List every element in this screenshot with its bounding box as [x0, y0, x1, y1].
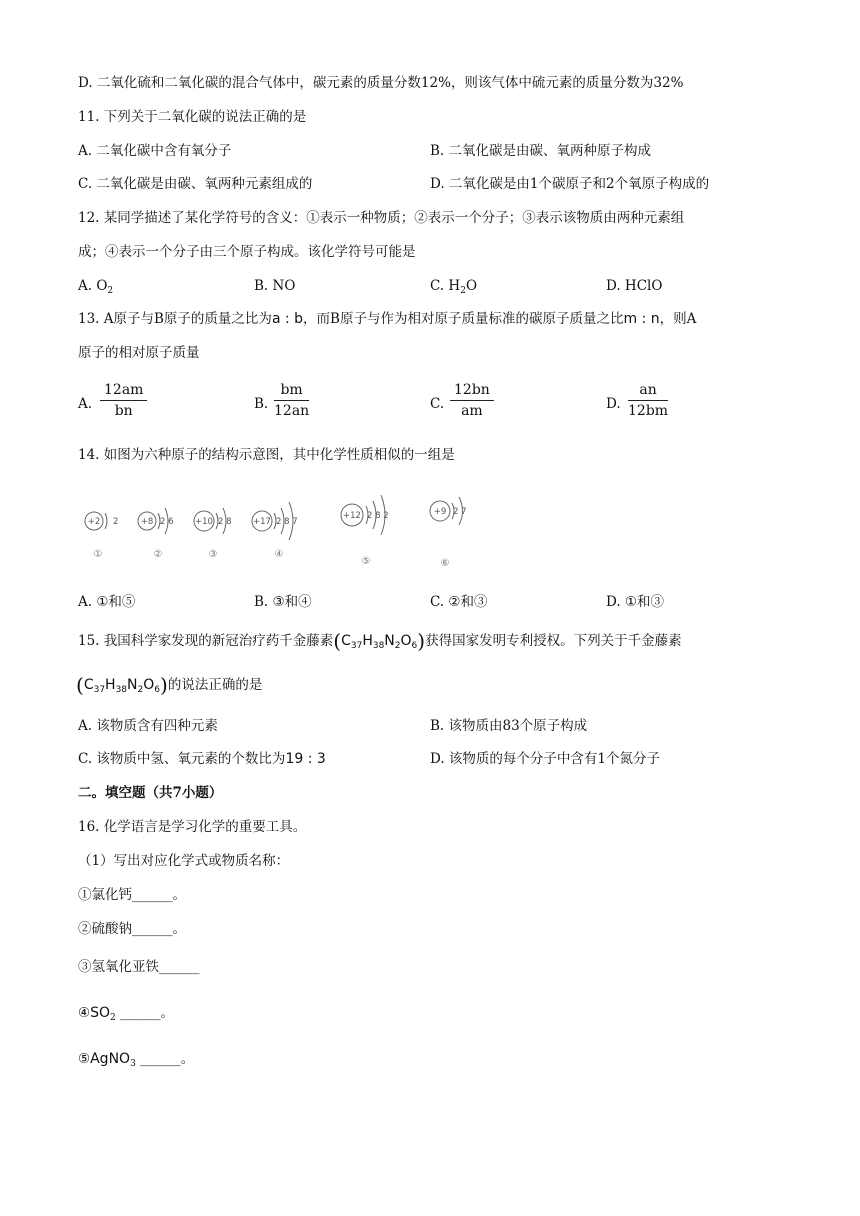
- atom-4-nucleus: +17: [253, 517, 271, 527]
- atom-1-nucleus: +2: [87, 517, 101, 527]
- q16-item-2: ②硫酸钠______。: [78, 921, 186, 937]
- q15-stem-line1: 15. 我国科学家发现的新冠治疗药千金藤素$(C_{37}H_{38}N_2O_6)$获得国家发明专利授权。下列关于千金藤素: [78, 629, 682, 653]
- atom-1-label: ①: [93, 549, 103, 560]
- q13-option-b-label: B.: [254, 396, 269, 412]
- formula-qianjintengsu: $(C_{37}H_{38}N_2O_6)$: [333, 629, 426, 653]
- q14-option-c: C. ②和③: [430, 594, 488, 610]
- atom-6-shells: 2 7: [453, 507, 467, 517]
- q16-stem: 16. 化学语言是学习化学的重要工具。: [78, 819, 307, 835]
- q15-option-b: B. 该物质由83个原子构成: [430, 718, 588, 734]
- q14-option-a: A. ①和⑤: [78, 594, 136, 610]
- ratio-mn: m : n: [623, 311, 660, 327]
- q11-option-d: D. 二氧化碳是由1个碳原子和2个氧原子构成的: [430, 176, 710, 192]
- q11-stem: 11. 下列关于二氧化碳的说法正确的是: [78, 109, 307, 125]
- q12-option-d: D. HClO: [606, 278, 663, 294]
- q12-stem-line2: 成；④表示一个分子由三个原子构成。该化学符号可能是: [78, 244, 416, 260]
- q13-option-c-fraction: $\frac{12bn}{am}$: [450, 382, 494, 419]
- atom-2-shells: 2 6: [160, 517, 174, 527]
- q11-option-b: B. 二氧化碳是由碳、氧两种原子构成: [430, 143, 652, 159]
- atom-5-label: ⑤: [361, 556, 371, 567]
- atom-3-shells: 2 8: [218, 517, 232, 527]
- q13-stem-line2: 原子的相对原子质量: [78, 345, 200, 361]
- q14-option-b: B. ③和④: [254, 594, 312, 610]
- q15-option-c: C. 该物质中氢、氧元素的个数比为19 : 3: [78, 751, 326, 767]
- q15-option-a: A. 该物质含有四种元素: [78, 718, 218, 734]
- atom-4-label: ④: [274, 549, 284, 560]
- q12-option-b: B. NO: [254, 278, 296, 294]
- q13-option-b-fraction: $\frac{bm}{12an}$: [274, 382, 310, 419]
- atom-6-nucleus: +9: [433, 507, 447, 517]
- q10-option-d: D. 二氧化硫和二氧化碳的混合气体中，碳元素的质量分数12%，则该气体中硫元素的质量分数为32%: [78, 75, 684, 91]
- q13-option-d-fraction: $\frac{an}{12bm}$: [628, 382, 669, 419]
- q13-option-a-label: A.: [78, 396, 93, 412]
- q13-option-a-fraction: $\frac{12am}{bn}$: [100, 382, 147, 419]
- q12-option-c: C. $H_2O$: [430, 278, 478, 296]
- q16-item-3: ③氢氧化亚铁______: [78, 959, 200, 975]
- section-2-title: 二。填空题（共7小题）: [78, 785, 223, 801]
- q15-stem-line2: $(C_{37}H_{38}N_2O_6)$的说法正确的是: [76, 673, 263, 697]
- q12-option-a: A. $O_2$: [78, 278, 114, 296]
- atom-3-nucleus: +10: [195, 517, 213, 527]
- atom-5-nucleus: +12: [343, 511, 361, 521]
- q15-option-d: D. 该物质的每个分子中含有1个氮分子: [430, 751, 661, 767]
- q16-item-5: ⑤AgNO$_3$ ______。: [78, 1051, 195, 1069]
- atom-5-shells: 2 8 2: [367, 511, 389, 521]
- q13-option-c-label: C.: [430, 396, 445, 412]
- q11-option-c: C. 二氧化碳是由碳、氧两种元素组成的: [78, 176, 313, 192]
- atom-1-shells: 2: [113, 517, 119, 527]
- atom-4-shells: 2 8 7: [276, 517, 298, 527]
- atomic-structure-diagrams: [70, 470, 510, 580]
- q13-option-d-label: D.: [606, 396, 621, 412]
- q14-option-d: D. ①和③: [606, 594, 665, 610]
- atom-3-label: ③: [208, 549, 218, 560]
- ratio-ab: a : b: [271, 311, 304, 327]
- q12-stem-line1: 12. 某同学描述了某化学符号的含义：①表示一种物质；②表示一个分子；③表示该物质由两种元素组: [78, 210, 685, 226]
- q16-item-1: ①氯化钙______。: [78, 887, 186, 903]
- atom-2-label: ②: [153, 549, 163, 560]
- q16-item-4: $④SO_2$ ______。: [78, 1005, 175, 1023]
- formula-qianjintengsu-2: $(C_{37}H_{38}N_2O_6)$: [76, 673, 168, 697]
- ratio-19-3: 19 : 3: [285, 751, 326, 767]
- q14-stem: 14. 如图为六种原子的结构示意图，其中化学性质相似的一组是: [78, 447, 455, 463]
- atom-2-nucleus: +8: [140, 517, 154, 527]
- q11-option-a: A. 二氧化碳中含有氧分子: [78, 143, 232, 159]
- q13-stem-line1: 13. A原子与B原子的质量之比为a : b，而B原子与作为相对原子质量标准的碳原子质量之比m : n，则A: [78, 311, 697, 327]
- q16-sub1: （1）写出对应化学式或物质名称：: [78, 853, 290, 869]
- atom-6-label: ⑥: [440, 558, 450, 569]
